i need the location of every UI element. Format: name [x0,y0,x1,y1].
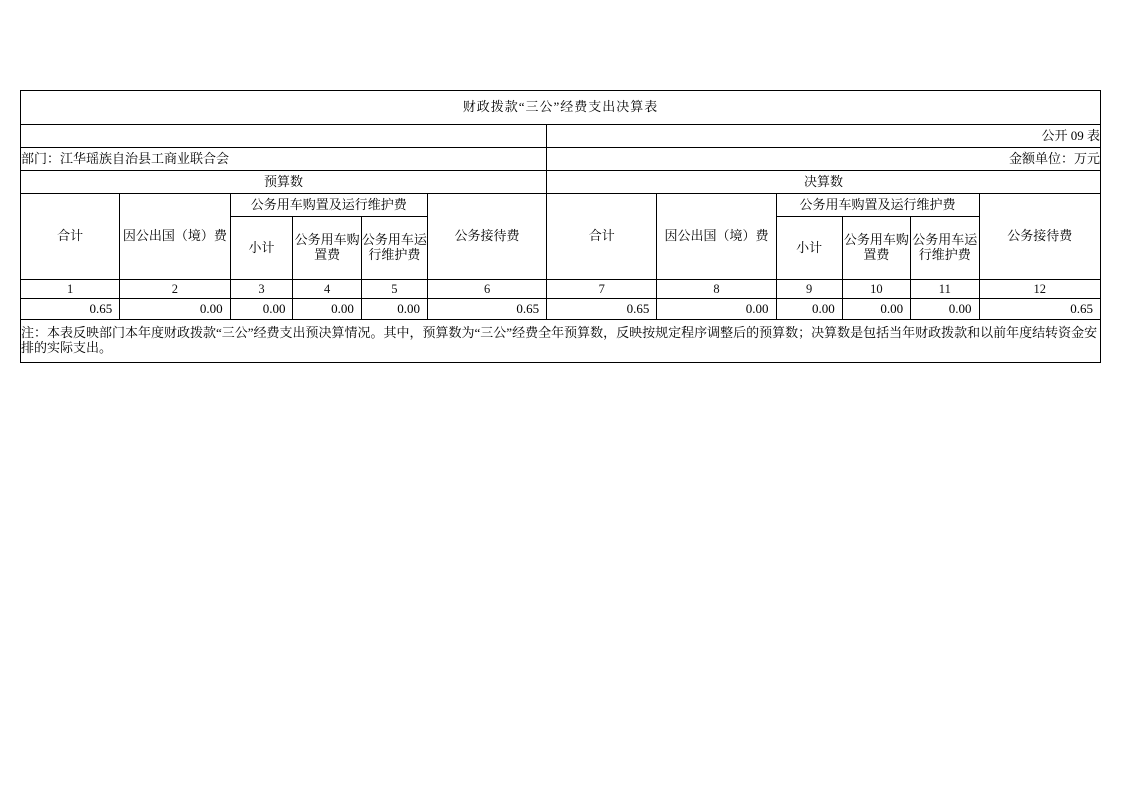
header-final-vehicle-purchase: 公务用车购置费 [842,217,910,280]
group-header-final: 决算数 [547,171,1101,194]
header-final-vehicle-group: 公务用车购置及运行维护费 [776,194,979,217]
cell-final-vehicle-subtotal: 0.00 [776,299,842,320]
column-number: 4 [293,280,361,299]
vehicle-group-header-row [21,194,1101,217]
cell-budget-abroad: 0.00 [120,299,230,320]
column-number: 12 [979,280,1101,299]
form-number-row [21,125,1101,148]
cell-final-reception: 0.65 [979,299,1101,320]
group-header-row [21,171,1101,194]
cell-final-abroad: 0.00 [657,299,776,320]
cell-budget-reception: 0.65 [428,299,547,320]
column-number-row [21,280,1101,299]
column-number: 7 [547,280,657,299]
column-number: 2 [120,280,230,299]
cell-final-vehicle-maintenance: 0.00 [911,299,979,320]
header-budget-vehicle-subtotal: 小计 [230,217,293,280]
header-budget-vehicle-purchase: 公务用车购置费 [293,217,361,280]
cell-budget-vehicle-maintenance: 0.00 [361,299,427,320]
note-row [21,320,1101,363]
column-number: 10 [842,280,910,299]
column-number: 1 [21,280,120,299]
column-number: 11 [911,280,979,299]
page-title: 财政拨款“三公”经费支出决算表 [21,91,1101,125]
header-budget-abroad: 因公出国（境）费 [120,194,230,280]
form-number: 公开 09 表 [547,125,1101,148]
cell-budget-vehicle-subtotal: 0.00 [230,299,293,320]
header-budget-total: 合计 [21,194,120,280]
empty-cell-left [21,125,547,148]
column-number: 5 [361,280,427,299]
header-final-reception: 公务接待费 [979,194,1101,280]
header-final-total: 合计 [547,194,657,280]
header-budget-vehicle-maintenance: 公务用车运行维护费 [361,217,427,280]
department-row [21,148,1101,171]
header-budget-vehicle-group: 公务用车购置及运行维护费 [230,194,427,217]
column-number: 6 [428,280,547,299]
cell-final-total: 0.65 [547,299,657,320]
cell-budget-vehicle-purchase: 0.00 [293,299,361,320]
budget-table [20,90,1101,363]
column-number: 3 [230,280,293,299]
table-row [21,299,1101,320]
department-label: 部门：江华瑶族自治县工商业联合会 [21,148,547,171]
amount-unit: 金额单位：万元 [547,148,1101,171]
table-note: 注：本表反映部门本年度财政拨款“三公”经费支出预决算情况。其中，预算数为“三公”经费全年预算数，反映按规定程序调整后的预算数；决算数是包括当年财政拨款和以前年度结转资金安排的实际支出。 [21,320,1101,363]
column-number: 8 [657,280,776,299]
header-budget-reception: 公务接待费 [428,194,547,280]
header-final-vehicle-subtotal: 小计 [776,217,842,280]
cell-final-vehicle-purchase: 0.00 [842,299,910,320]
header-final-vehicle-maintenance: 公务用车运行维护费 [911,217,979,280]
header-final-abroad: 因公出国（境）费 [657,194,776,280]
column-number: 9 [776,280,842,299]
group-header-budget: 预算数 [21,171,547,194]
cell-budget-total: 0.65 [21,299,120,320]
title-row [21,91,1101,125]
